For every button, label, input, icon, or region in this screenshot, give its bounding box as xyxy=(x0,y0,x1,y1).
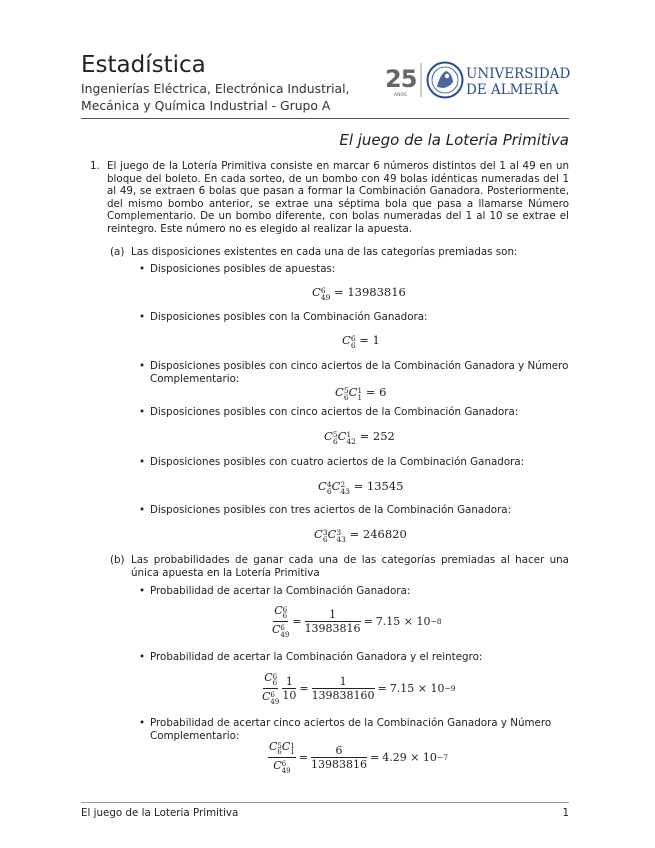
formula-b2-result: 7.15 × 10 xyxy=(389,681,445,695)
formula-b1-result: 7.15 × 10 xyxy=(375,614,431,628)
logo-anniversary-number: 25 xyxy=(385,65,417,93)
formula-a4-result: 252 xyxy=(372,429,395,443)
university-seal-icon xyxy=(428,63,463,98)
formula-b2: C 6 6 C 6 49 $\frac{1}{10}$ = $\frac{1}{139838160}$ = 7.15 × 10 −9 xyxy=(262,671,456,706)
problem-statement: El juego de la Lotería Primitiva consiste en marcar 6 números distintos del 1 al 49 en un bloque del boleto. En cada sorteo, de un bombo con 49 bolas idénticas numeradas del 1 al 49, se extraen 6 bolas que pasan a formar la Combinación Ganadora. Posteriormente, del mismo bombo anterior, se extrae una séptima bola que pasa a llamarse Número Complementario. De un bombo diferente, con bolas numeradas del 1 al 10 se extrae el reintegro. Este número no es elegido al realizar la apuesta. xyxy=(107,160,569,235)
bullet-a5: • Disposiciones posibles con cuatro aciertos de la Combinación Ganadora: xyxy=(150,456,524,469)
subtitle-line-2: Mecánica y Química Industrial - Grupo A xyxy=(81,98,331,113)
formula-a4: C 5 6 C 1 42 = 252 xyxy=(324,429,395,446)
bullet-a3-line-1: • Disposiciones posibles con cinco aciertos de la Combinación Ganadora y Número xyxy=(150,360,569,372)
formula-b3: C 5 6 C 1 1 C 6 49 = $\frac{6}{13983816}$ = 4.29 × 10 −7 xyxy=(269,740,448,775)
footer-title: El juego de la Loteria Primitiva xyxy=(81,807,239,819)
course-subtitle xyxy=(81,80,349,114)
bullet-b3-line-1: • Probabilidad de acertar cinco aciertos de la Combinación Ganadora y Número xyxy=(150,717,552,729)
university-logo xyxy=(385,60,571,100)
header-rule xyxy=(81,118,569,119)
formula-b1-exponent: −8 xyxy=(430,616,442,626)
formula-b3-exponent: −7 xyxy=(436,752,448,762)
formula-b3-numerator: 6 xyxy=(311,744,367,758)
formula-a2: C 6 6 = 1 xyxy=(342,333,380,350)
formula-a1: C 6 49 = 13983816 xyxy=(312,285,406,302)
formula-b3-result: 4.29 × 10 xyxy=(382,750,437,764)
course-title: Estadística xyxy=(81,52,206,78)
formula-b3-denominator: 13983816 xyxy=(311,757,367,771)
bullet-b1: • Probabilidad de acertar la Combinación Ganadora: xyxy=(150,585,410,598)
logo-anniversary-word: AÑOS xyxy=(394,93,407,98)
bullet-a6: • Disposiciones posibles con tres aciertos de la Combinación Ganadora: xyxy=(150,504,511,517)
formula-a2-result: 1 xyxy=(372,333,380,347)
formula-b1-denominator: 13983816 xyxy=(304,621,361,635)
part-b-line-2: única apuesta en la Lotería Primitiva xyxy=(131,566,320,579)
problem-number: 1. xyxy=(90,160,100,172)
document-title: El juego de la Loteria Primitiva xyxy=(339,131,569,149)
logo-university-line-2: DE ALMERÍA xyxy=(466,82,559,98)
formula-b2-exponent: −9 xyxy=(444,683,456,693)
formula-a5: C 4 6 C 2 43 = 13545 xyxy=(318,479,404,496)
formula-b2-denominator: 139838160 xyxy=(311,688,375,702)
bullet-a2: • Disposiciones posibles con la Combinación Ganadora: xyxy=(150,311,428,324)
part-b-text xyxy=(131,554,569,579)
formula-a5-result: 13545 xyxy=(366,479,404,493)
bullet-a1: • Disposiciones posibles de apuestas: xyxy=(150,263,335,276)
part-b-label: (b) xyxy=(110,554,125,566)
formula-b1: C 6 6 C 6 49 = $\frac{1}{13983816}$ = 7.15 × 10 −8 xyxy=(272,604,442,639)
bullet-a3 xyxy=(150,360,568,385)
bullet-b2: • Probabilidad de acertar la Combinación Ganadora y el reintegro: xyxy=(150,651,482,664)
part-b-line-1: Las probabilidades de ganar cada una de las categorías premiadas al hacer una xyxy=(131,554,569,566)
formula-a3-result: 6 xyxy=(379,385,387,399)
formula-a6: C 3 6 C 3 43 = 246820 xyxy=(314,527,407,544)
formula-a1-result: 13983816 xyxy=(347,285,406,299)
formula-a6-result: 246820 xyxy=(362,527,407,541)
bullet-a3-line-2: Complementario: xyxy=(150,372,240,385)
bullet-a4: • Disposiciones posibles con cinco aciertos de la Combinación Ganadora: xyxy=(150,406,518,419)
subtitle-line-1: Ingenierías Eléctrica, Electrónica Industrial, xyxy=(81,81,350,96)
logo-university-line-1: UNIVERSIDAD xyxy=(466,66,571,82)
footer-rule xyxy=(81,802,569,803)
page-number: 1 xyxy=(562,807,569,819)
part-a-text: Las disposiciones existentes en cada una de las categorías premiadas son: xyxy=(131,246,518,258)
formula-a3: C 5 6 C 1 1 = 6 xyxy=(335,385,387,402)
bullet-b3 xyxy=(150,717,551,742)
part-a-label: (a) xyxy=(110,246,125,258)
bullet-b3-line-2: Complementario: xyxy=(150,729,240,742)
